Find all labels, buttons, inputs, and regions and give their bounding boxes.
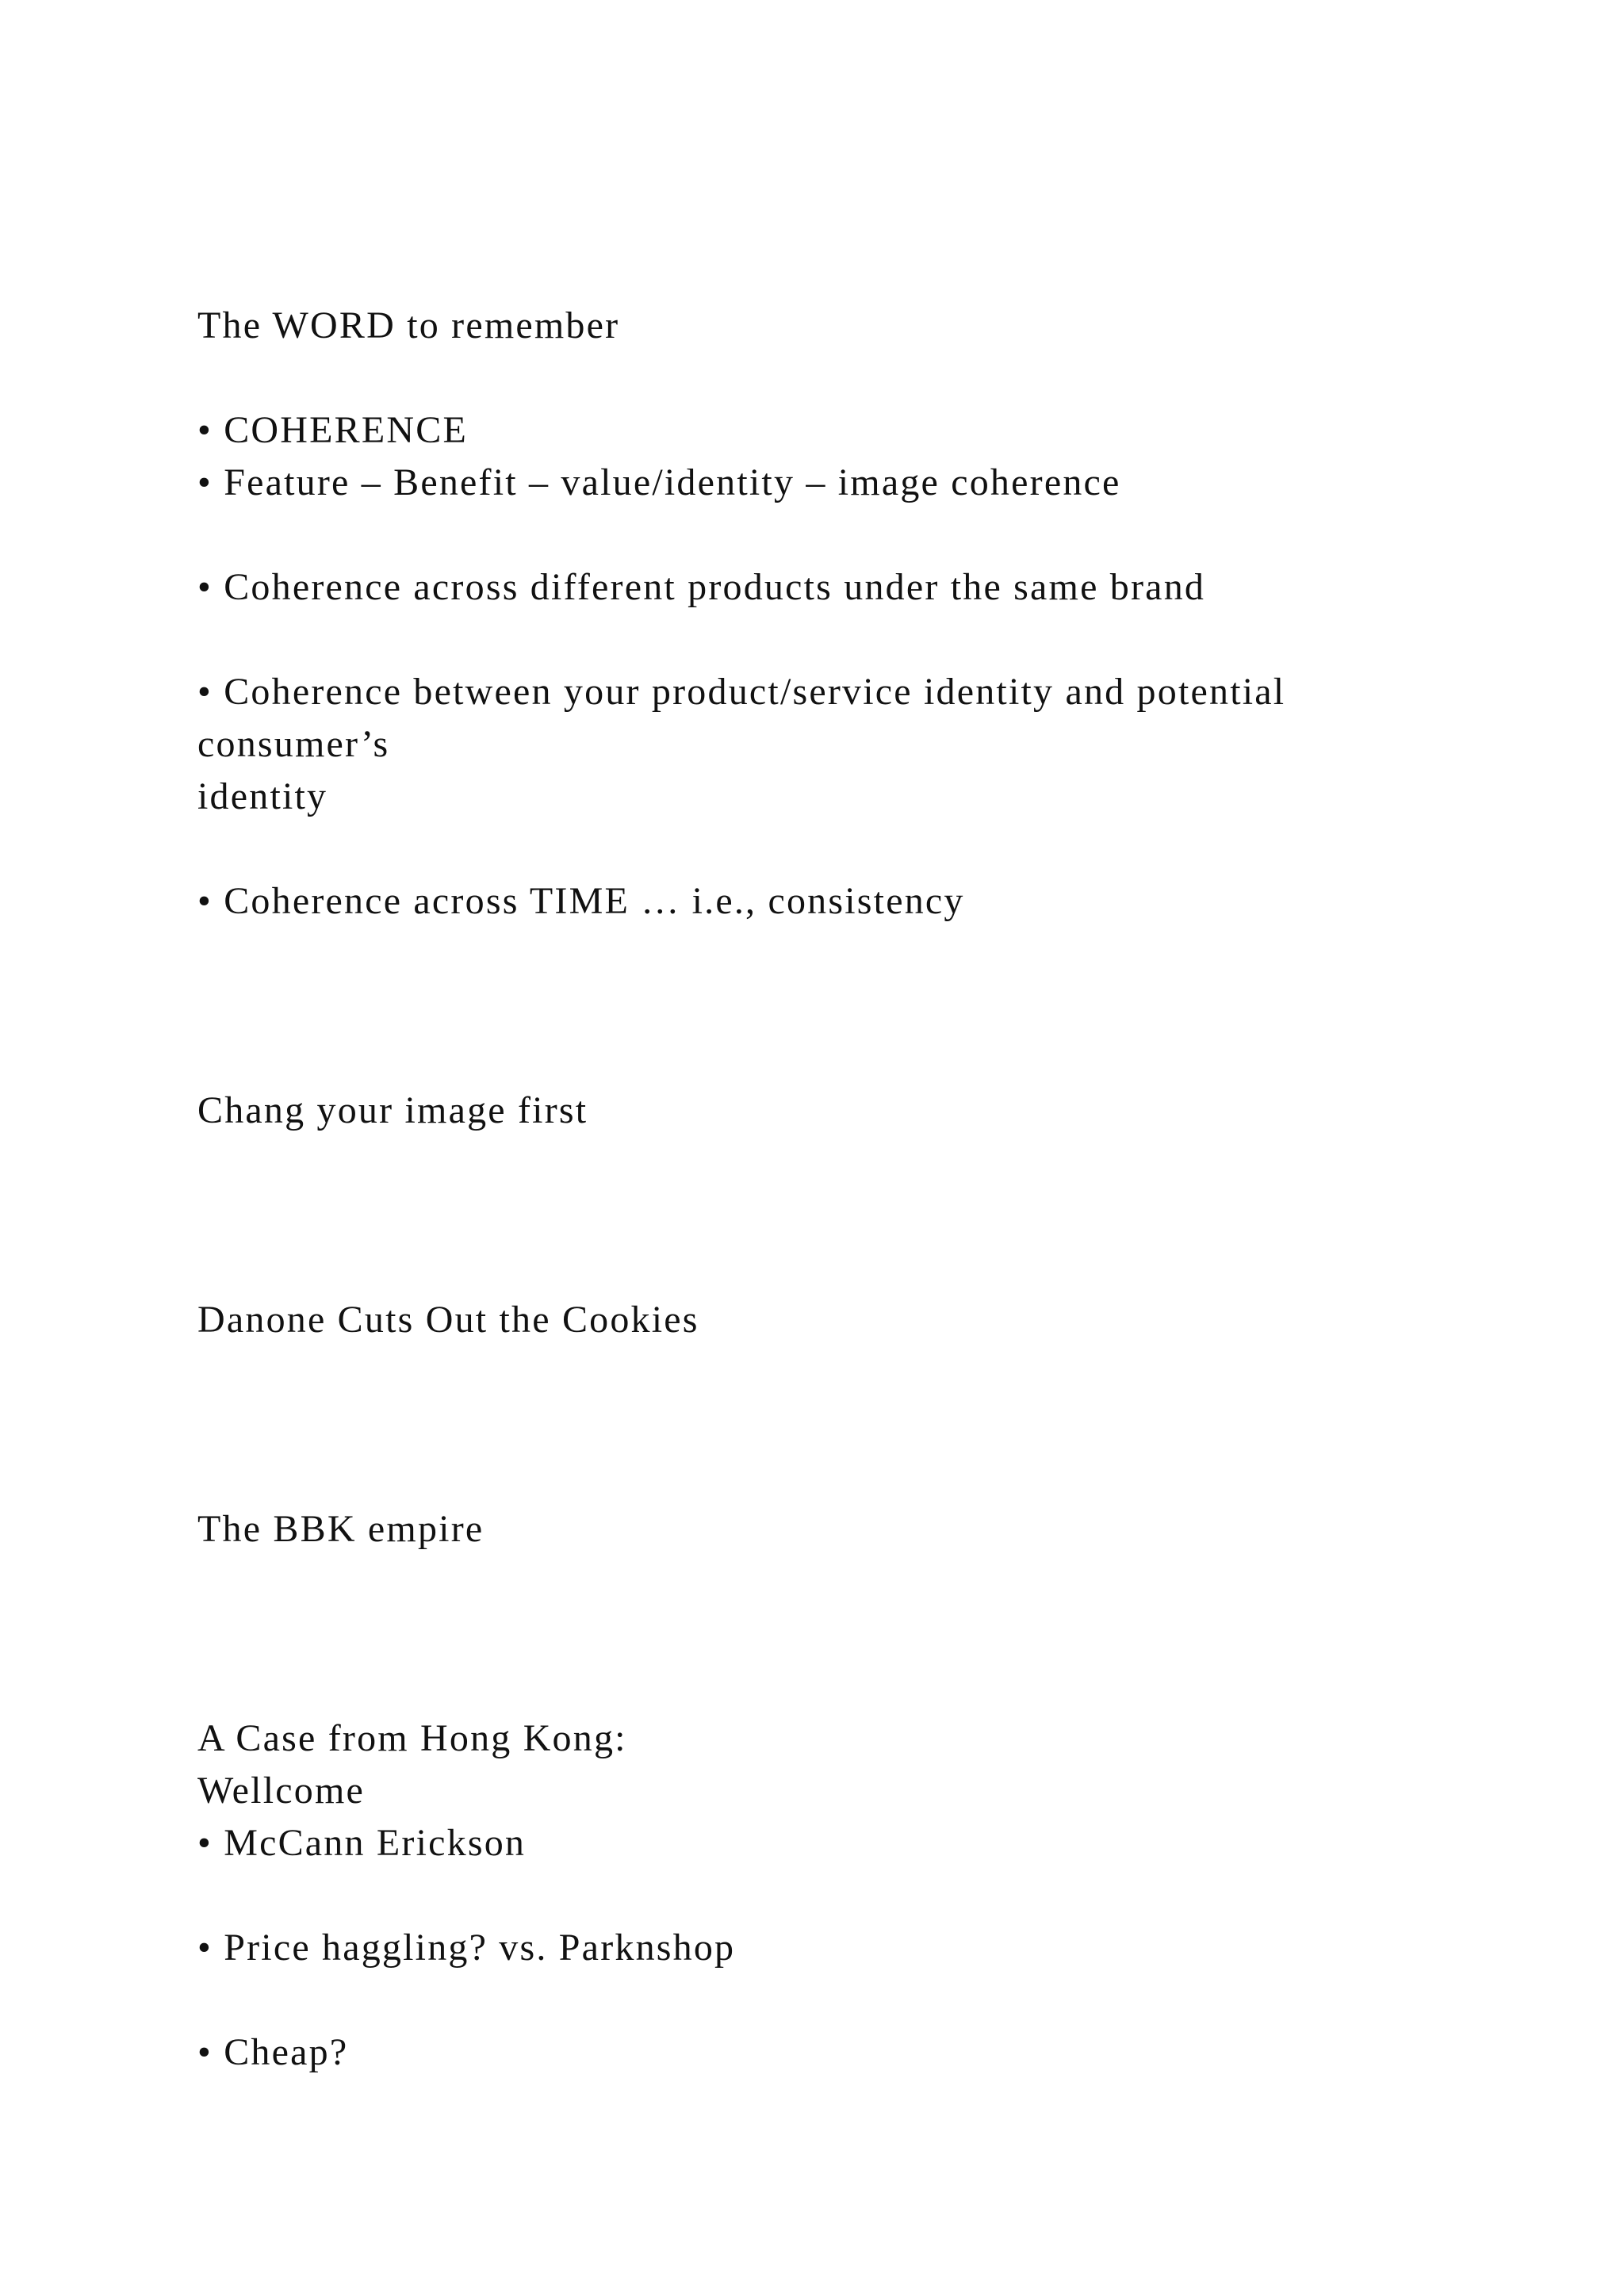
- heading-wellcome: Wellcome: [197, 1770, 365, 1812]
- bullet-coherence-identity-cont-2: identity: [197, 775, 328, 817]
- heading-hong-kong-case: A Case from Hong Kong:: [197, 1717, 627, 1759]
- heading-danone: Danone Cuts Out the Cookies: [197, 1299, 699, 1341]
- bullet-feature-benefit: • Feature – Benefit – value/identity – image coherence: [197, 461, 1121, 503]
- bullet-mccann: • McCann Erickson: [197, 1822, 527, 1864]
- bullet-cheap: • Cheap?: [197, 2031, 349, 2073]
- bullet-coherence-identity-cont-1: consumer’s: [197, 723, 390, 765]
- bullet-coherence: • COHERENCE: [197, 409, 469, 451]
- bullet-coherence-products: • Coherence across different products under the same brand: [197, 566, 1206, 608]
- bullet-price-haggling: • Price haggling? vs. Parknshop: [197, 1927, 736, 1969]
- heading-word-to-remember: The WORD to remember: [197, 304, 620, 346]
- bullet-coherence-identity: • Coherence between your product/service identity and potential: [197, 671, 1286, 713]
- heading-chang-image: Chang your image first: [197, 1089, 588, 1131]
- bullet-coherence-time: • Coherence across TIME … i.e., consistency: [197, 880, 965, 922]
- heading-bbk-empire: The BBK empire: [197, 1508, 485, 1550]
